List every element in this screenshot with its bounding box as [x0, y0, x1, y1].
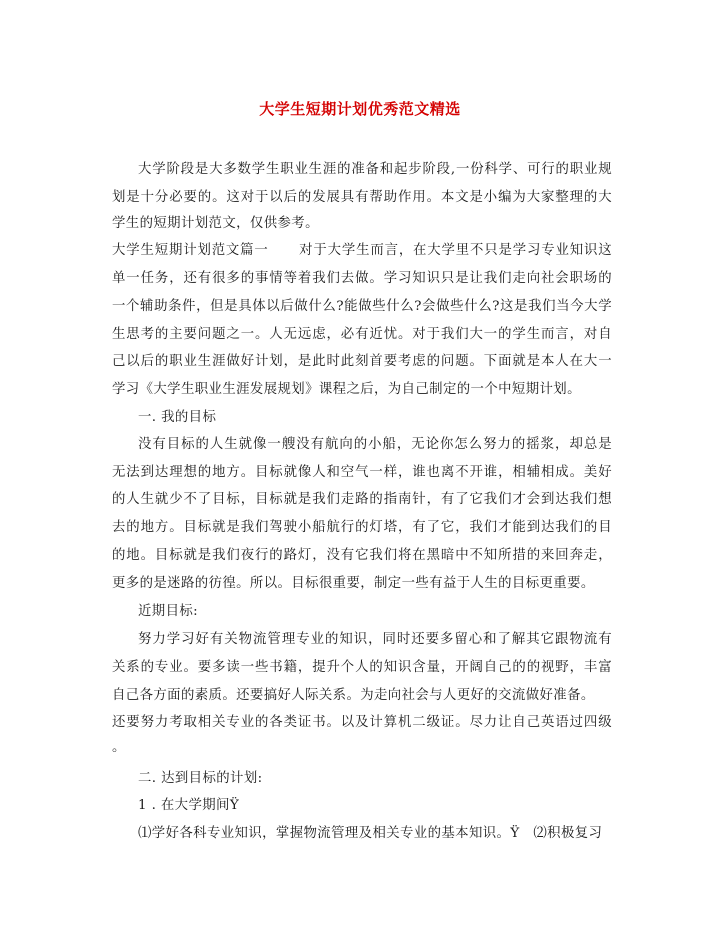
- list-item: 1 . 在大学期间Ÿ: [138, 798, 240, 813]
- paragraph-line: 无法到达理想的地方。目标就像人和空气一样，谁也离不开谁，相辅相成。美好: [112, 465, 612, 480]
- paragraph-line: 的人生就少不了目标，目标就是我们走路的指南针，有了它我们才会到达我们想: [112, 492, 612, 507]
- paragraph-line: 努力学习好有关物流管理专业的知识，同时还要多留心和了解其它跟物流有: [138, 632, 612, 647]
- list-item: ⑴学好各科专业知识，掌握物流管理及相关专业的基本知识。Ÿ ⑵积极复习: [138, 826, 603, 841]
- paragraph-line: 生思考的主要问题之一。人无远虑，必有近忧。对于我们大一的学生而言，对自: [112, 327, 612, 342]
- section-heading: 二. 达到目标的计划:: [138, 771, 263, 786]
- paragraph-line: 学习《大学生职业生涯发展规划》课程之后，为自己制定的一个中短期计划。: [112, 382, 581, 397]
- paragraph-line: 还要努力考取相关专业的各类证书。以及计算机二级证。尽力让自己英语过四级: [112, 715, 612, 730]
- paragraph-line: 自己各方面的素质。还要搞好人际关系。为走向社会与人更好的交流做好准备。: [112, 688, 595, 703]
- paragraph-line: 没有目标的人生就像一艘没有航向的小船，无论你怎么努力的摇浆，却总是: [138, 437, 612, 452]
- paragraph-line: 大学阶段是大多数学生职业生涯的准备和起步阶段,一份科学、可行的职业规: [138, 162, 612, 177]
- section-heading: 一. 我的目标: [138, 410, 217, 425]
- paragraph-line: 划是十分必要的。这对于以后的发展具有帮助作用。本文是小编为大家整理的大: [112, 190, 612, 205]
- paragraph-line: 去的地方。目标就是我们驾驶小船航行的灯塔，有了它，我们才能到达我们的目: [112, 520, 612, 535]
- section-heading: 大学生短期计划范文篇一: [112, 243, 269, 258]
- paragraph-line: 单一任务，还有很多的事情等着我们去做。学习知识只是让我们走向社会职场的: [112, 271, 612, 286]
- paragraph-line: 关系的专业。要多读一些书籍，提升个人的知识含量，开阔自己的的视野，丰富: [112, 660, 612, 675]
- paragraph-line: 。: [112, 740, 126, 755]
- document-title: 大学生短期计划优秀范文精选: [259, 100, 461, 118]
- paragraph-text: 对于大学生而言，在大学里不只是学习专业知识这: [298, 243, 612, 258]
- section-heading: 近期目标:: [138, 604, 199, 619]
- paragraph-line: 学生的短期计划范文，仅供参考。: [112, 216, 319, 231]
- paragraph-line: 的地。目标就是我们夜行的路灯，没有它我们将在黑暗中不知所措的来回奔走，: [112, 548, 612, 563]
- paragraph-line: 一个辅助条件，但是具体以后做什么?能做些什么?会做些什么?这是我们当今大学: [112, 299, 612, 314]
- paragraph-line: 更多的是迷路的彷徨。所以。目标很重要，制定一些有益于人生的目标更重要。: [112, 576, 595, 591]
- paragraph-line-with-heading: [112, 241, 612, 261]
- paragraph-line: 己以后的职业生涯做好计划，是此时此刻首要考虑的问题。下面就是本人在大一: [112, 354, 612, 369]
